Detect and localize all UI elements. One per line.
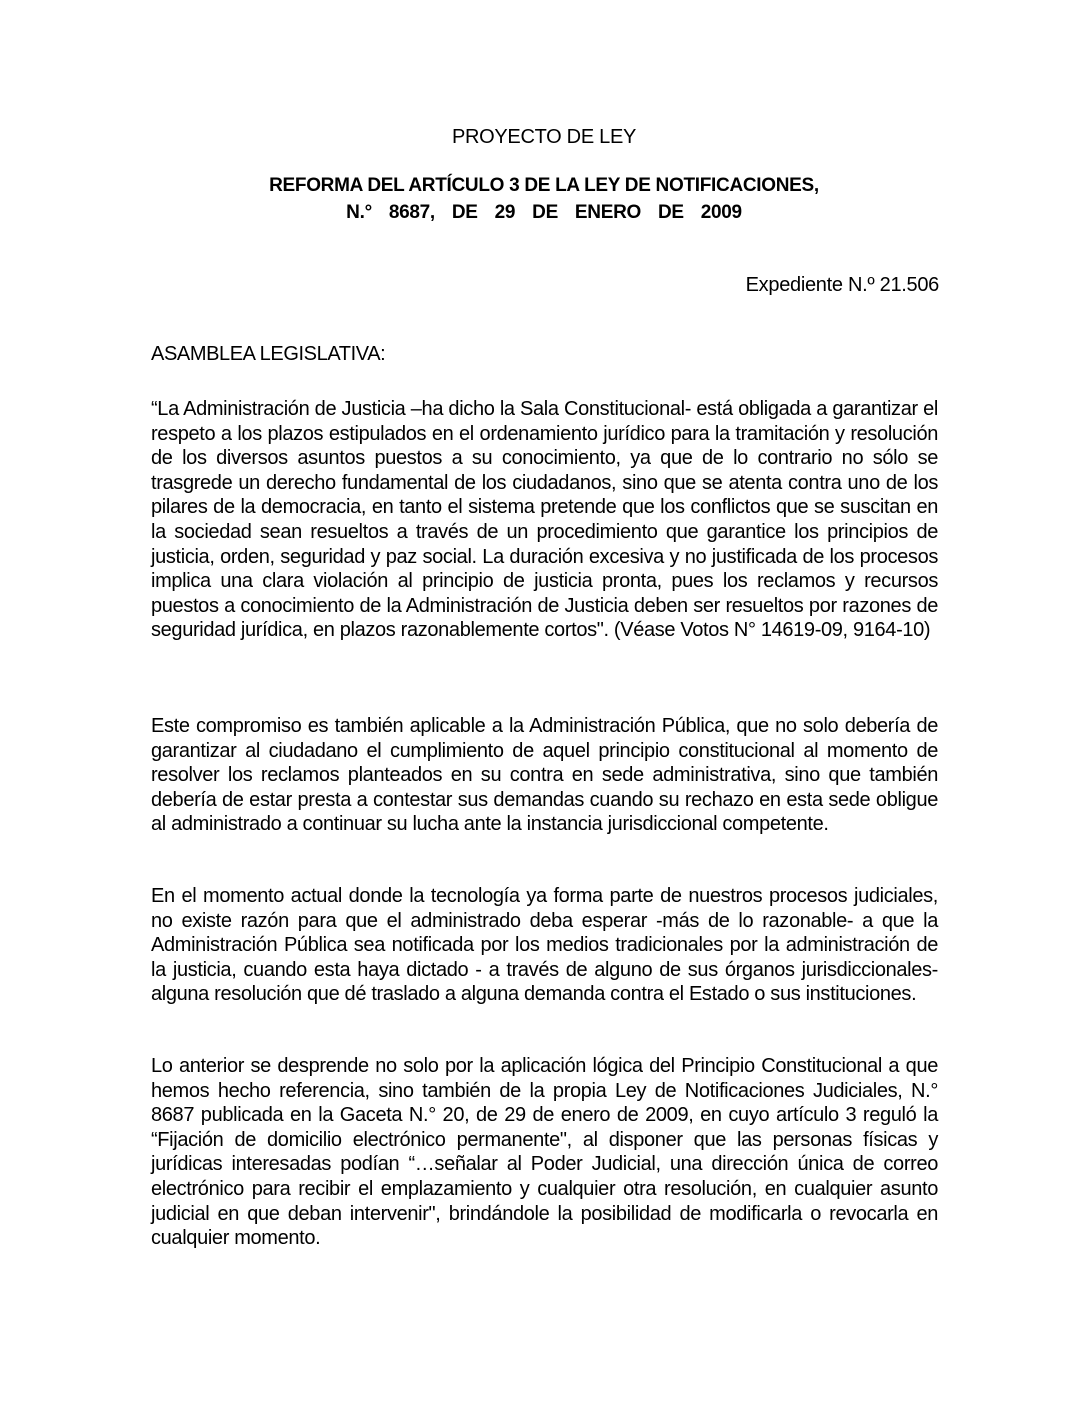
- document-title: PROYECTO DE LEY: [451, 126, 637, 148]
- document-subtitle: [0, 172, 1088, 226]
- subtitle-line-1: REFORMA DEL ARTÍCULO 3 DE LA LEY DE NOTIFICACIONES,: [269, 175, 819, 196]
- paragraph-1: “La Administración de Justicia –ha dicho la Sala Constitucional- está obligada a garantizar el respeto a los plazos estipulados en el ordenamiento jurídico para la tramitación y resolución de los diversos asuntos puestos a su conocimiento, ya que de lo contrario no sólo se trasgrede un derecho fundamental de los ciudadanos, sino que se atenta contra uno de los pilares de la democracia, en tanto el sistema pretende que los conflictos que se suscitan en la sociedad sean resueltos a través de un procedimiento que garantice los principios de justicia, orden, seguridad y paz social. La duración excesiva y no justificada de los procesos implica una clara violación al principio de justicia pronta, pues los reclamos y recursos puestos a conocimiento de la Administración de Justicia deben ser resueltos por razones de seguridad jurídica, en plazos razonablemente cortos". (Véase Votos N° 14619-09, 9164-10): [151, 398, 938, 642]
- subtitle-line-2: N.° 8687, DE 29 DE ENERO DE 2009: [346, 202, 742, 223]
- paragraph-3: En el momento actual donde la tecnología ya forma parte de nuestros procesos judiciales, no existe razón para que el administrado deba esperar -más de lo razonable- a que la Administración Pública sea notificada por los medios tradicionales por la administración de la justicia, cuando esta haya dictado - a través de alguno de sus órganos jurisdiccionales- alguna resolución que dé traslado a alguna demanda contra el Estado o sus instituciones.: [151, 885, 938, 1006]
- paragraph-2: Este compromiso es también aplicable a la Administración Pública, que no solo debería de garantizar al ciudadano el cumplimiento de aquel principio constitucional al momento de resolver los reclamos planteados en su contra en sede administrativa, sino que también debería de estar presta a contestar sus demandas cuando su rechazo en esta sede obligue al administrado a continuar su lucha ante la instancia jurisdiccional competente.: [151, 715, 938, 836]
- expediente-number: Expediente N.º 21.506: [745, 274, 939, 296]
- paragraph-4: Lo anterior se desprende no solo por la aplicación lógica del Principio Constitucional a que hemos hecho referencia, sino también de la propia Ley de Notificaciones Judiciales, N.° 8687 publicada en la Gaceta N.° 20, de 29 de enero de 2009, en cuyo artículo 3 reguló la “Fijación de domicilio electrónico permanente", al disponer que las personas físicas y jurídicas interesadas podían “…señalar al Poder Judicial, una dirección única de correo electrónico para recibir el emplazamiento y cualquier otra resolución, en cualquier asunto judicial en que deban intervenir", brindándole la posibilidad de modificarla o revocarla en cualquier momento.: [151, 1055, 938, 1250]
- salutation: ASAMBLEA LEGISLATIVA:: [151, 343, 386, 365]
